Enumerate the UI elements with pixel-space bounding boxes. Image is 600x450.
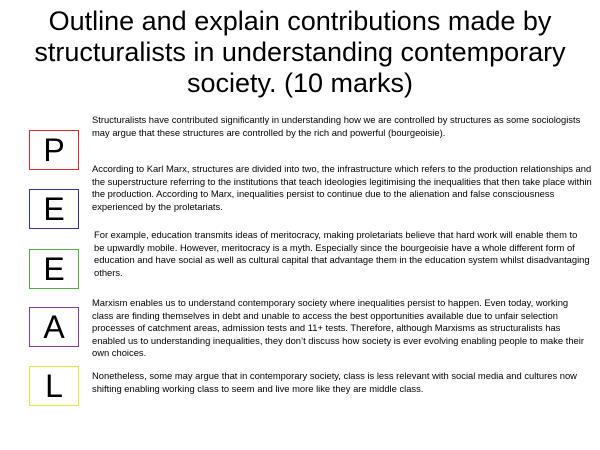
link-box: L xyxy=(29,366,79,406)
explain-paragraph: According to Karl Marx, structures are divided into two, the infrastructure which refers to the production relationships and the superstructure referring to the institutions that teach ideologies legitimising the inequalities that then take place within the production. According to Marx, inequalities persist to continue due to the alienation and false consciousness experienced by the proletariats. xyxy=(92,163,592,212)
example-box: E xyxy=(29,249,79,289)
example-paragraph: For example, education transmits ideas of meritocracy, making proletariats believe that hard work will enable them to be upwardly mobile. However, meritocracy is a myth. Especially since the bourgeoisie have a whole different form of education and have social as well as cultural capital that advantage them in the education system whilst disadvantaging others. xyxy=(94,229,590,278)
explain-box: E xyxy=(29,189,79,229)
point-paragraph: Structuralists have contributed significantly in understanding how we are controlled by structures as some sociologists may argue that these structures are controlled by the rich and powerful (bourgeoisie). xyxy=(92,114,581,138)
slide-title: Outline and explain contributions made by structuralists in understanding contemporary society. (10 marks) xyxy=(34,6,566,98)
analysis-box: A xyxy=(29,307,79,347)
analysis-paragraph: Marxism enables us to understand contemporary society where inequalities persist to happen. Even today, working class are finding themselves in debt and unable to access the best opportunities available due to unfair selection processes of catchment areas, admission tests and 11+ tests. Therefore, although Marxisms as structuralists has enabled us to understanding inequalities, they don’t discuss how society is ever evolving enabling people to make their own choices. xyxy=(92,297,584,358)
point-box: P xyxy=(29,130,79,170)
link-paragraph: Nonetheless, some may argue that in contemporary society, class is less relevant with social media and cultures now shifting enabling working class to seem and live more like they are middle class. xyxy=(92,370,577,394)
